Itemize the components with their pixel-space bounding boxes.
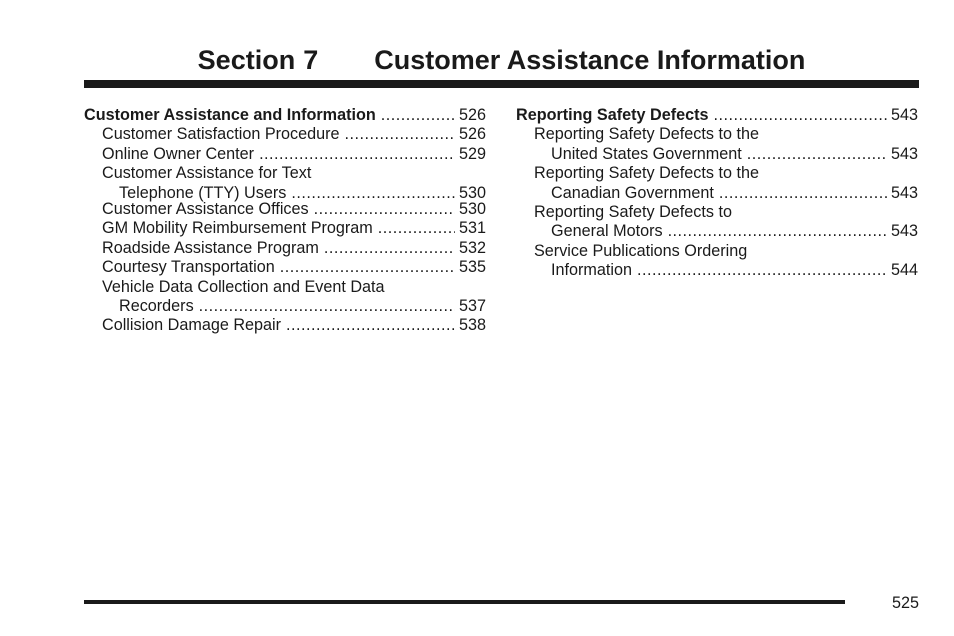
toc-entry-label: Reporting Safety Defects: [516, 106, 709, 124]
toc-entry-label: Collision Damage Repair: [102, 316, 282, 335]
toc-entry-customer-satisfaction-procedure[interactable]: [84, 125, 486, 144]
toc-entry-page: 526: [458, 106, 486, 124]
toc-entry-us-government-line1[interactable]: [516, 125, 918, 144]
toc-left-column: [84, 106, 486, 336]
toc-entry-page: 535: [458, 258, 486, 277]
toc-entry-vehicle-data-recorders[interactable]: [84, 297, 486, 316]
footer-rule: [84, 600, 845, 604]
toc-entry-online-owner-center[interactable]: [84, 145, 486, 164]
toc-entry-gm-mobility[interactable]: [84, 219, 486, 238]
toc-entry-canadian-government-line1[interactable]: [516, 164, 918, 183]
toc-entry-general-motors[interactable]: [516, 222, 918, 241]
toc-leader: [668, 222, 887, 241]
toc-entry-label: GM Mobility Reimbursement Program: [102, 219, 373, 238]
toc-entry-page: 532: [458, 238, 486, 257]
toc-entry-label: Customer Assistance and Information: [84, 106, 376, 124]
toc-entry-page: 544: [890, 261, 918, 280]
toc-entry-service-publications[interactable]: [516, 261, 918, 280]
toc-entry-page: 530: [458, 183, 486, 202]
toc-entry-label: Customer Assistance for Text: [102, 164, 312, 183]
toc-entry-page: 529: [458, 144, 486, 163]
toc-entry-page: 530: [458, 199, 486, 218]
toc-leader: [714, 106, 887, 125]
toc-entry-label: Roadside Assistance Program: [102, 238, 319, 257]
toc-entry-page: 543: [890, 144, 918, 163]
toc-entry-label: Canadian Government: [551, 183, 714, 202]
toc-entry-label: Customer Assistance Offices: [102, 199, 309, 218]
toc-entry-us-government[interactable]: [516, 145, 918, 164]
toc-entry-page: 543: [890, 183, 918, 202]
toc-entry-label: United States Government: [551, 144, 742, 163]
toc-entry-page: 543: [890, 106, 918, 124]
toc-entry-canadian-government[interactable]: [516, 184, 918, 203]
toc-leader: [719, 184, 887, 203]
toc-entry-page: 526: [458, 125, 486, 144]
toc-entry-label: Customer Satisfaction Procedure: [102, 125, 340, 144]
toc-entry-label: Reporting Safety Defects to: [534, 202, 732, 221]
toc-entry-customer-assistance-offices[interactable]: [84, 200, 486, 219]
toc-leader: [637, 261, 887, 280]
header-rule: [84, 80, 919, 88]
toc-leader: [314, 200, 455, 219]
page-number: 525: [891, 594, 919, 612]
toc-entry-customer-assistance-and-information[interactable]: [84, 106, 486, 125]
toc-entry-page: 538: [458, 316, 486, 335]
toc-entry-page: 537: [458, 296, 486, 315]
toc-entry-courtesy-transportation[interactable]: [84, 258, 486, 277]
toc-leader: [378, 219, 455, 238]
toc-leader: [324, 239, 455, 258]
toc-entry-label: Courtesy Transportation: [102, 258, 275, 277]
toc-entry-label: Vehicle Data Collection and Event Data: [102, 277, 385, 296]
toc-leader: [199, 297, 455, 316]
toc-entry-label: Recorders: [119, 296, 194, 315]
toc-right-column: [516, 106, 918, 281]
section-header: [84, 42, 919, 78]
toc-entry-label: Reporting Safety Defects to the: [534, 125, 759, 144]
toc-entry-label: Reporting Safety Defects to the: [534, 164, 759, 183]
toc-entry-service-publications-line1[interactable]: [516, 242, 918, 261]
toc-entry-label: Telephone (TTY) Users: [119, 183, 287, 202]
toc-leader: [381, 106, 455, 125]
toc-entry-vehicle-data-line1[interactable]: [84, 278, 486, 297]
toc-entry-roadside-assistance[interactable]: [84, 239, 486, 258]
toc-entry-page: 531: [458, 219, 486, 238]
toc-leader: [259, 145, 455, 164]
section-title: Customer Assistance Information: [374, 45, 806, 75]
toc-entry-text-telephone-line1[interactable]: [84, 164, 486, 183]
toc-entry-reporting-safety-defects[interactable]: [516, 106, 918, 125]
toc-entry-page: 543: [890, 222, 918, 241]
toc-entry-label: Online Owner Center: [102, 144, 255, 163]
toc-entry-collision-damage-repair[interactable]: [84, 316, 486, 335]
toc-leader: [747, 145, 887, 164]
toc-leader: [345, 125, 455, 144]
toc-entry-label: Service Publications Ordering: [534, 241, 748, 260]
toc-entry-label: Information: [551, 261, 632, 280]
toc-leader: [280, 258, 455, 277]
section-number: 7: [303, 45, 319, 75]
toc-entry-label: General Motors: [551, 222, 663, 241]
section-word: Section: [197, 45, 296, 75]
toc-leader: [286, 316, 455, 335]
toc-entry-general-motors-line1[interactable]: [516, 203, 918, 222]
